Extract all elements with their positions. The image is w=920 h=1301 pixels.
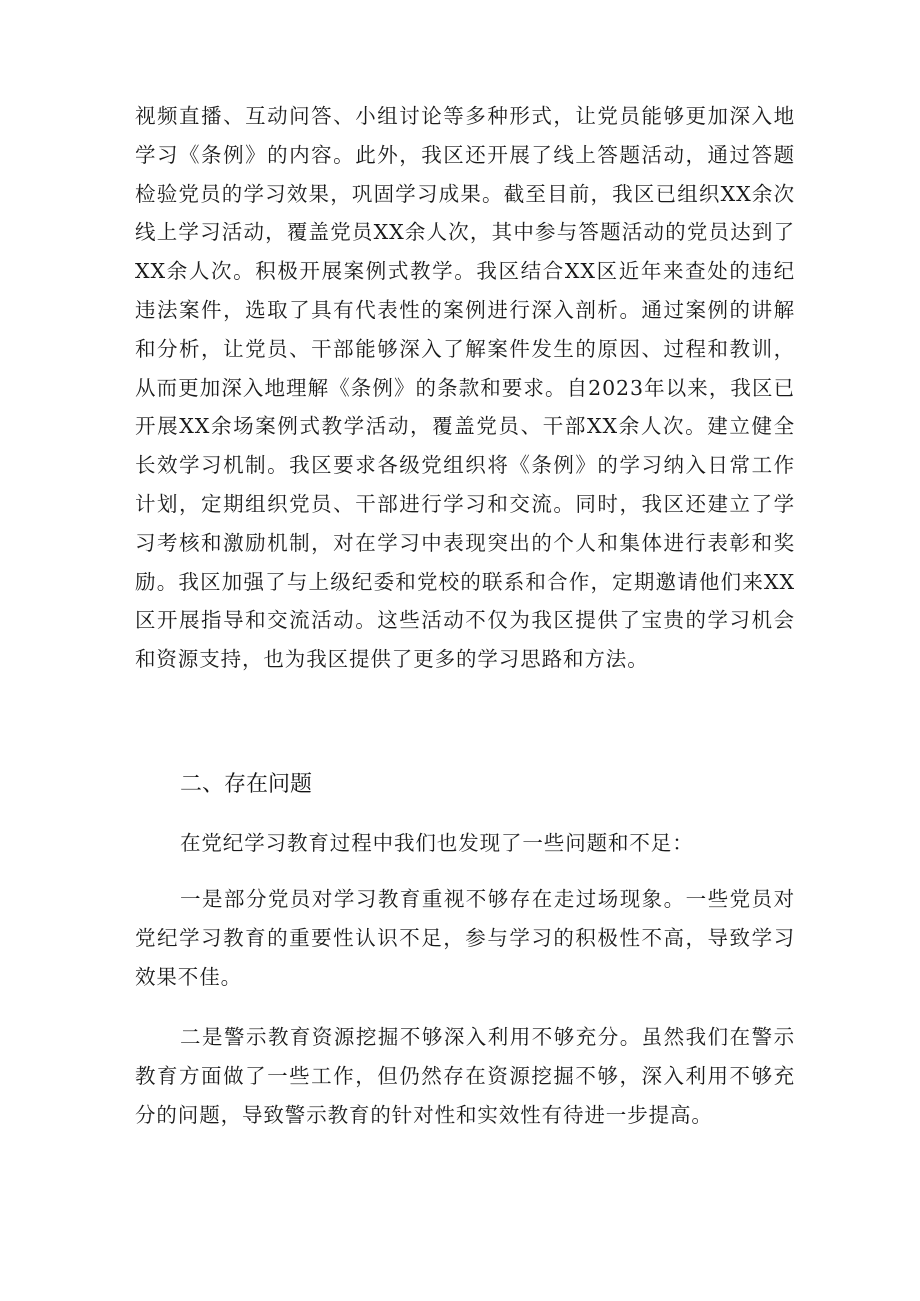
body-paragraph-learning-activities: 视频直播、互动问答、小组讨论等多种形式，让党员能够更加深入地学习《条例》的内容。此外，我区还开展了线上答题活动，通过答题检验党员的学习效果，巩固学习成果。截至目前，我区已组织XX余次线上学习活动，覆盖党员XX余人次，其中参与答题活动的党员达到了XX余人次。积极开展案例式教学。我区结合XX区近年来查处的违纪违法案件，选取了具有代表性的案例进行深入剖析。通过案例的讲解和分析，让党员、干部能够深入了解案件发生的原因、过程和教训，从而更加深入地理解《条例》的条款和要求。自2023年以来，我区已开展XX余场案例式教学活动，覆盖党员、干部XX余人次。建立健全长效学习机制。我区要求各级党组织将《条例》的学习纳入日常工作计划，定期组织党员、干部进行学习和交流。同时，我区还建立了学习考核和激励机制，对在学习中表现突出的个人和集体进行表彰和奖励。我区加强了与上级纪委和党校的联系和合作，定期邀请他们来XX区开展指导和交流活动。这些活动不仅为我区提供了宝贵的学习机会和资源支持，也为我区提供了更多的学习思路和方法。 — [135, 104, 795, 672]
problems-intro-paragraph: 在党纪学习教育过程中我们也发现了一些问题和不足： — [180, 831, 694, 855]
section-heading-existing-problems: 二、存在问题 — [180, 772, 313, 797]
problem-point-1: 一是部分党员对学习教育重视不够存在走过场现象。一些党员对党纪学习教育的重要性认识不足，参与学习的积极性不高，导致学习效果不佳。 — [135, 887, 795, 989]
problem-point-2: 二是警示教育资源挖掘不够深入利用不够充分。虽然我们在警示教育方面做了一些工作，但仍然存在资源挖掘不够，深入利用不够充分的问题，导致警示教育的针对性和实效性有待进一步提高。 — [135, 1025, 795, 1127]
